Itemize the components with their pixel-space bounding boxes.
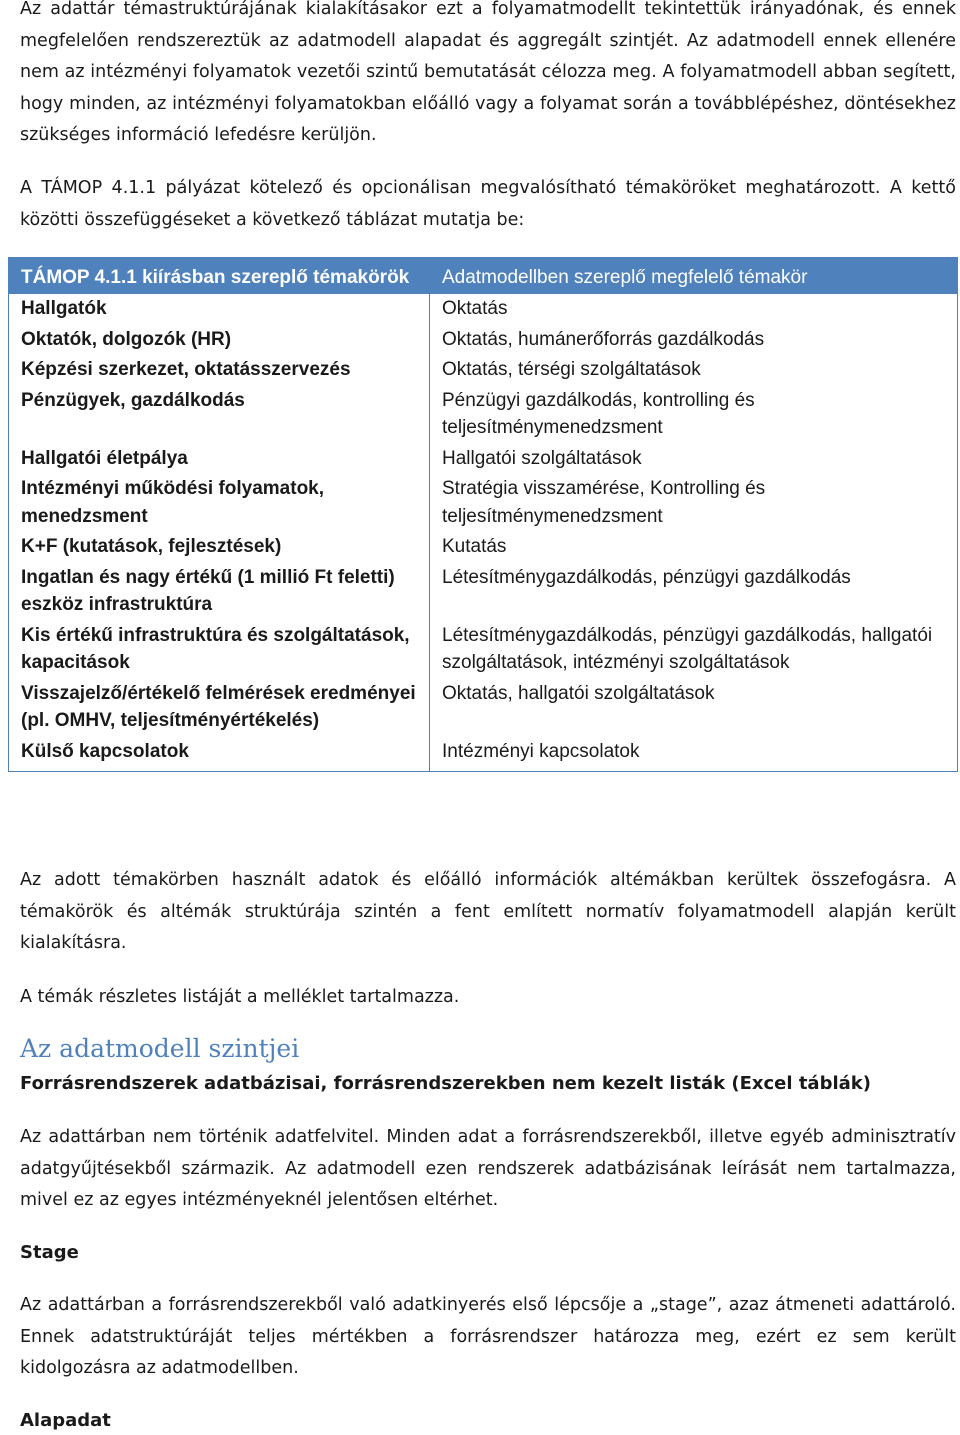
intro-paragraph-2: A TÁMOP 4.1.1 pályázat kötelező és opcionálisan megvalósítható témaköröket meghatározott. A kettő közötti összefüggéseket a következő táblázat mutatja be: <box>20 178 956 230</box>
table-cell-tamop: Külső kapcsolatok <box>9 737 430 772</box>
table-cell-datamodel: Oktatás, hallgatói szolgáltatások <box>430 679 958 737</box>
table-header-datamodel: Adatmodellben szereplő megfelelő témakör <box>430 258 958 294</box>
table-cell-tamop: Képzési szerkezet, oktatásszervezés <box>9 355 430 386</box>
table-cell-tamop: Intézményi működési folyamatok, menedzsment <box>9 474 430 532</box>
table-row <box>9 386 958 444</box>
table-cell-datamodel: Létesítménygazdálkodás, pénzügyi gazdálkodás <box>430 563 958 621</box>
table-cell-datamodel: Oktatás <box>430 294 958 325</box>
table-row <box>9 355 958 386</box>
table-cell-tamop: Oktatók, dolgozók (HR) <box>9 325 430 356</box>
table-cell-datamodel: Kutatás <box>430 532 958 563</box>
table-cell-datamodel: Létesítménygazdálkodás, pénzügyi gazdálkodás, hallgatói szolgáltatások, intézményi szolgáltatások <box>430 621 958 679</box>
table-row <box>9 563 958 621</box>
table-cell-datamodel: Intézményi kapcsolatok <box>430 737 958 772</box>
table-row <box>9 294 958 325</box>
forras-heading: Forrásrendszerek adatbázisai, forrásrendszerekben nem kezelt listák (Excel táblák) <box>20 1073 871 1094</box>
alapadat-heading: Alapadat <box>20 1410 111 1431</box>
table-row <box>9 737 958 772</box>
after-table-paragraph-2: A témák részletes listáját a melléklet tartalmazza. <box>20 987 460 1007</box>
table-cell-tamop: Hallgatók <box>9 294 430 325</box>
intro-paragraph-1: Az adattár témastruktúrájának kialakításakor ezt a folyamatmodellt tekintettük irányadónak, és ennek megfelelően rendszereztük az adatmodell alapadat és aggregált szintjét. Az adatmodell ennek ellenére nem az intézményi folyamatok vezetői szintű bemutatását célozza meg. A folyamatmodell abban segített, hogy minden, az intézményi folyamatokban előálló vagy a folyamat során a továbblépéshez, döntésekhez szükséges információ lefedésre kerüljön. <box>20 0 956 145</box>
table-cell-datamodel: Hallgatói szolgáltatások <box>430 444 958 475</box>
table-cell-tamop: K+F (kutatások, fejlesztések) <box>9 532 430 563</box>
topic-mapping-table <box>8 257 958 772</box>
table-row <box>9 474 958 532</box>
after-table-paragraph-1: Az adott témakörben használt adatok és előálló információk altémákban kerültek összefogásra. A témakörök és altémák struktúrája szintén a fent említett normatív folyamatmodell alapján került kialakításra. <box>20 870 956 953</box>
table-header-tamop: TÁMOP 4.1.1 kiírásban szereplő témakörök <box>9 258 430 294</box>
forras-paragraph: Az adattárban nem történik adatfelvitel. Minden adat a forrásrendszerekből, illetve egyéb adminisztratív adatgyűjtésekből származik. Az adatmodell ezen rendszerek adatbázisának leírását nem tartalmazza, mivel ez az egyes intézményeknél jelentősen eltérhet. <box>20 1127 956 1210</box>
table-cell-tamop: Hallgatói életpálya <box>9 444 430 475</box>
table-cell-tamop: Kis értékű infrastruktúra és szolgáltatások, kapacitások <box>9 621 430 679</box>
table-cell-tamop: Visszajelző/értékelő felmérések eredményei (pl. OMHV, teljesítményértékelés) <box>9 679 430 737</box>
table-cell-tamop: Pénzügyek, gazdálkodás <box>9 386 430 444</box>
stage-heading: Stage <box>20 1242 79 1263</box>
table-cell-tamop: Ingatlan és nagy értékű (1 millió Ft feletti) eszköz infrastruktúra <box>9 563 430 621</box>
table-row <box>9 325 958 356</box>
table-cell-datamodel: Pénzügyi gazdálkodás, kontrolling és teljesítménymenedzsment <box>430 386 958 444</box>
table-header-row <box>9 258 958 294</box>
table-cell-datamodel: Oktatás, térségi szolgáltatások <box>430 355 958 386</box>
table-row <box>9 444 958 475</box>
table-row <box>9 621 958 679</box>
section-title: Az adatmodell szintjei <box>20 1034 300 1063</box>
table-row <box>9 679 958 737</box>
stage-paragraph: Az adattárban a forrásrendszerekből való adatkinyerés első lépcsője a „stage”, azaz átmeneti adattároló. Ennek adatstruktúráját teljes mértékben a forrásrendszer határozza meg, ezért ez sem került kidolgozásra az adatmodellben. <box>20 1295 956 1378</box>
table-row <box>9 532 958 563</box>
table-cell-datamodel: Oktatás, humánerőforrás gazdálkodás <box>430 325 958 356</box>
table-cell-datamodel: Stratégia visszamérése, Kontrolling és teljesítménymenedzsment <box>430 474 958 532</box>
